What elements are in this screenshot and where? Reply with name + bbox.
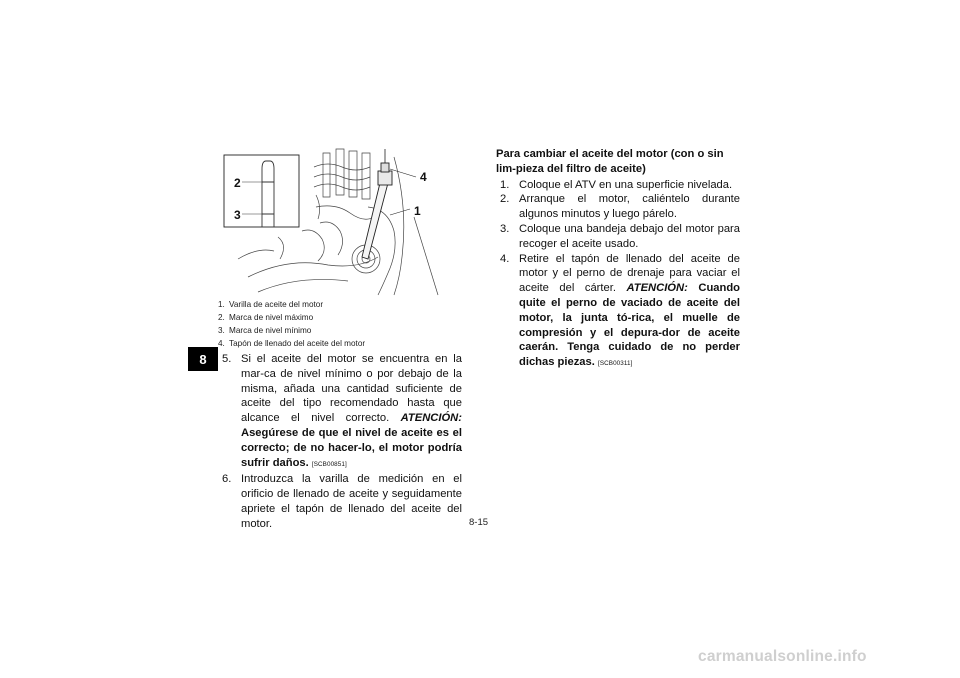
step-text: Introduzca la varilla de medición en el orificio de llenado de aceite y seguidamente apriete el tapón de llenado del aceite del motor. <box>241 473 462 530</box>
section-title: Para cambiar el aceite del motor (con o sin lim-pieza del filtro de aceite) <box>496 148 724 175</box>
attention-text: Asegúrese de que el nivel de aceite es el correcto; de no hacer-lo, el motor podría sufrir daños. <box>241 426 462 469</box>
step-text: Arranque el motor, caliéntelo durante algunos minutos y luego párelo. <box>519 193 740 221</box>
reference-code: [SCB00851] <box>311 460 347 468</box>
step-text: Coloque una bandeja debajo del motor para recoger el aceite usado. <box>519 222 740 250</box>
page-number: 8-15 <box>469 517 489 528</box>
step-text <box>519 252 740 372</box>
caption-text: Marca de nivel máximo <box>229 313 314 322</box>
caption-text: Tapón de llenado del aceite del motor <box>229 339 366 348</box>
step-body: Retire el tapón de llenado del aceite de motor y el perno de drenaje para vaciar el aceite del cárter. <box>519 252 740 295</box>
callout-2: 2 <box>234 176 241 190</box>
caption-item <box>218 298 468 311</box>
caption-number: 2. <box>218 313 225 322</box>
caption-text: Marca de nivel mínimo <box>229 326 312 335</box>
chapter-tab: 8 <box>188 347 218 371</box>
step-number: 6. <box>222 473 232 486</box>
figure-captions <box>218 298 468 350</box>
step-6 <box>222 472 462 531</box>
caption-number: 4. <box>218 339 225 348</box>
step-4 <box>500 252 740 372</box>
step-body: Si el aceite del motor se encuentra en la mar-ca de nivel mínimo o por debajo de la misma, añada una cantidad suficiente de aceite del tipo recomendado hasta que alcance el nivel correcto. <box>241 353 462 425</box>
caption-item <box>218 311 468 324</box>
step-number: 5. <box>222 353 232 365</box>
step-2 <box>500 192 740 222</box>
step-number: 4. <box>500 252 510 265</box>
caption-number: 1. <box>218 300 225 309</box>
caption-item <box>218 337 468 350</box>
caption-item <box>218 324 468 337</box>
step-text <box>241 352 462 472</box>
left-column <box>222 352 462 532</box>
dipstick-illustration <box>218 147 463 297</box>
step-number: 2. <box>500 193 510 206</box>
callout-4: 4 <box>420 170 427 184</box>
caption-text: Varilla de aceite del motor <box>229 300 324 309</box>
step-number: 1. <box>500 178 510 191</box>
attention-label: ATENCIÓN: <box>400 412 462 425</box>
callout-1: 1 <box>414 204 421 218</box>
reference-code: [SCB00311] <box>597 360 633 368</box>
attention-label: ATENCIÓN: <box>626 282 688 295</box>
dipstick-tube <box>362 183 388 259</box>
attention-text: Cuando quite el perno de vaciado de aceite del motor, la junta tó-rica, el muelle de compresión y el depura-dor de aceite caerán. Tenga cuidado de no perder dichas piezas. <box>519 282 741 369</box>
step-1 <box>500 178 740 193</box>
step-text: Coloque el ATV en una superficie nivelada. <box>519 178 733 191</box>
watermark: carmanualsonline.info <box>698 648 867 665</box>
step-number: 3. <box>500 222 510 235</box>
callout-3: 3 <box>234 208 241 222</box>
step-3 <box>500 222 740 252</box>
right-column <box>496 147 740 372</box>
caption-number: 3. <box>218 326 225 335</box>
step-5 <box>222 352 462 472</box>
